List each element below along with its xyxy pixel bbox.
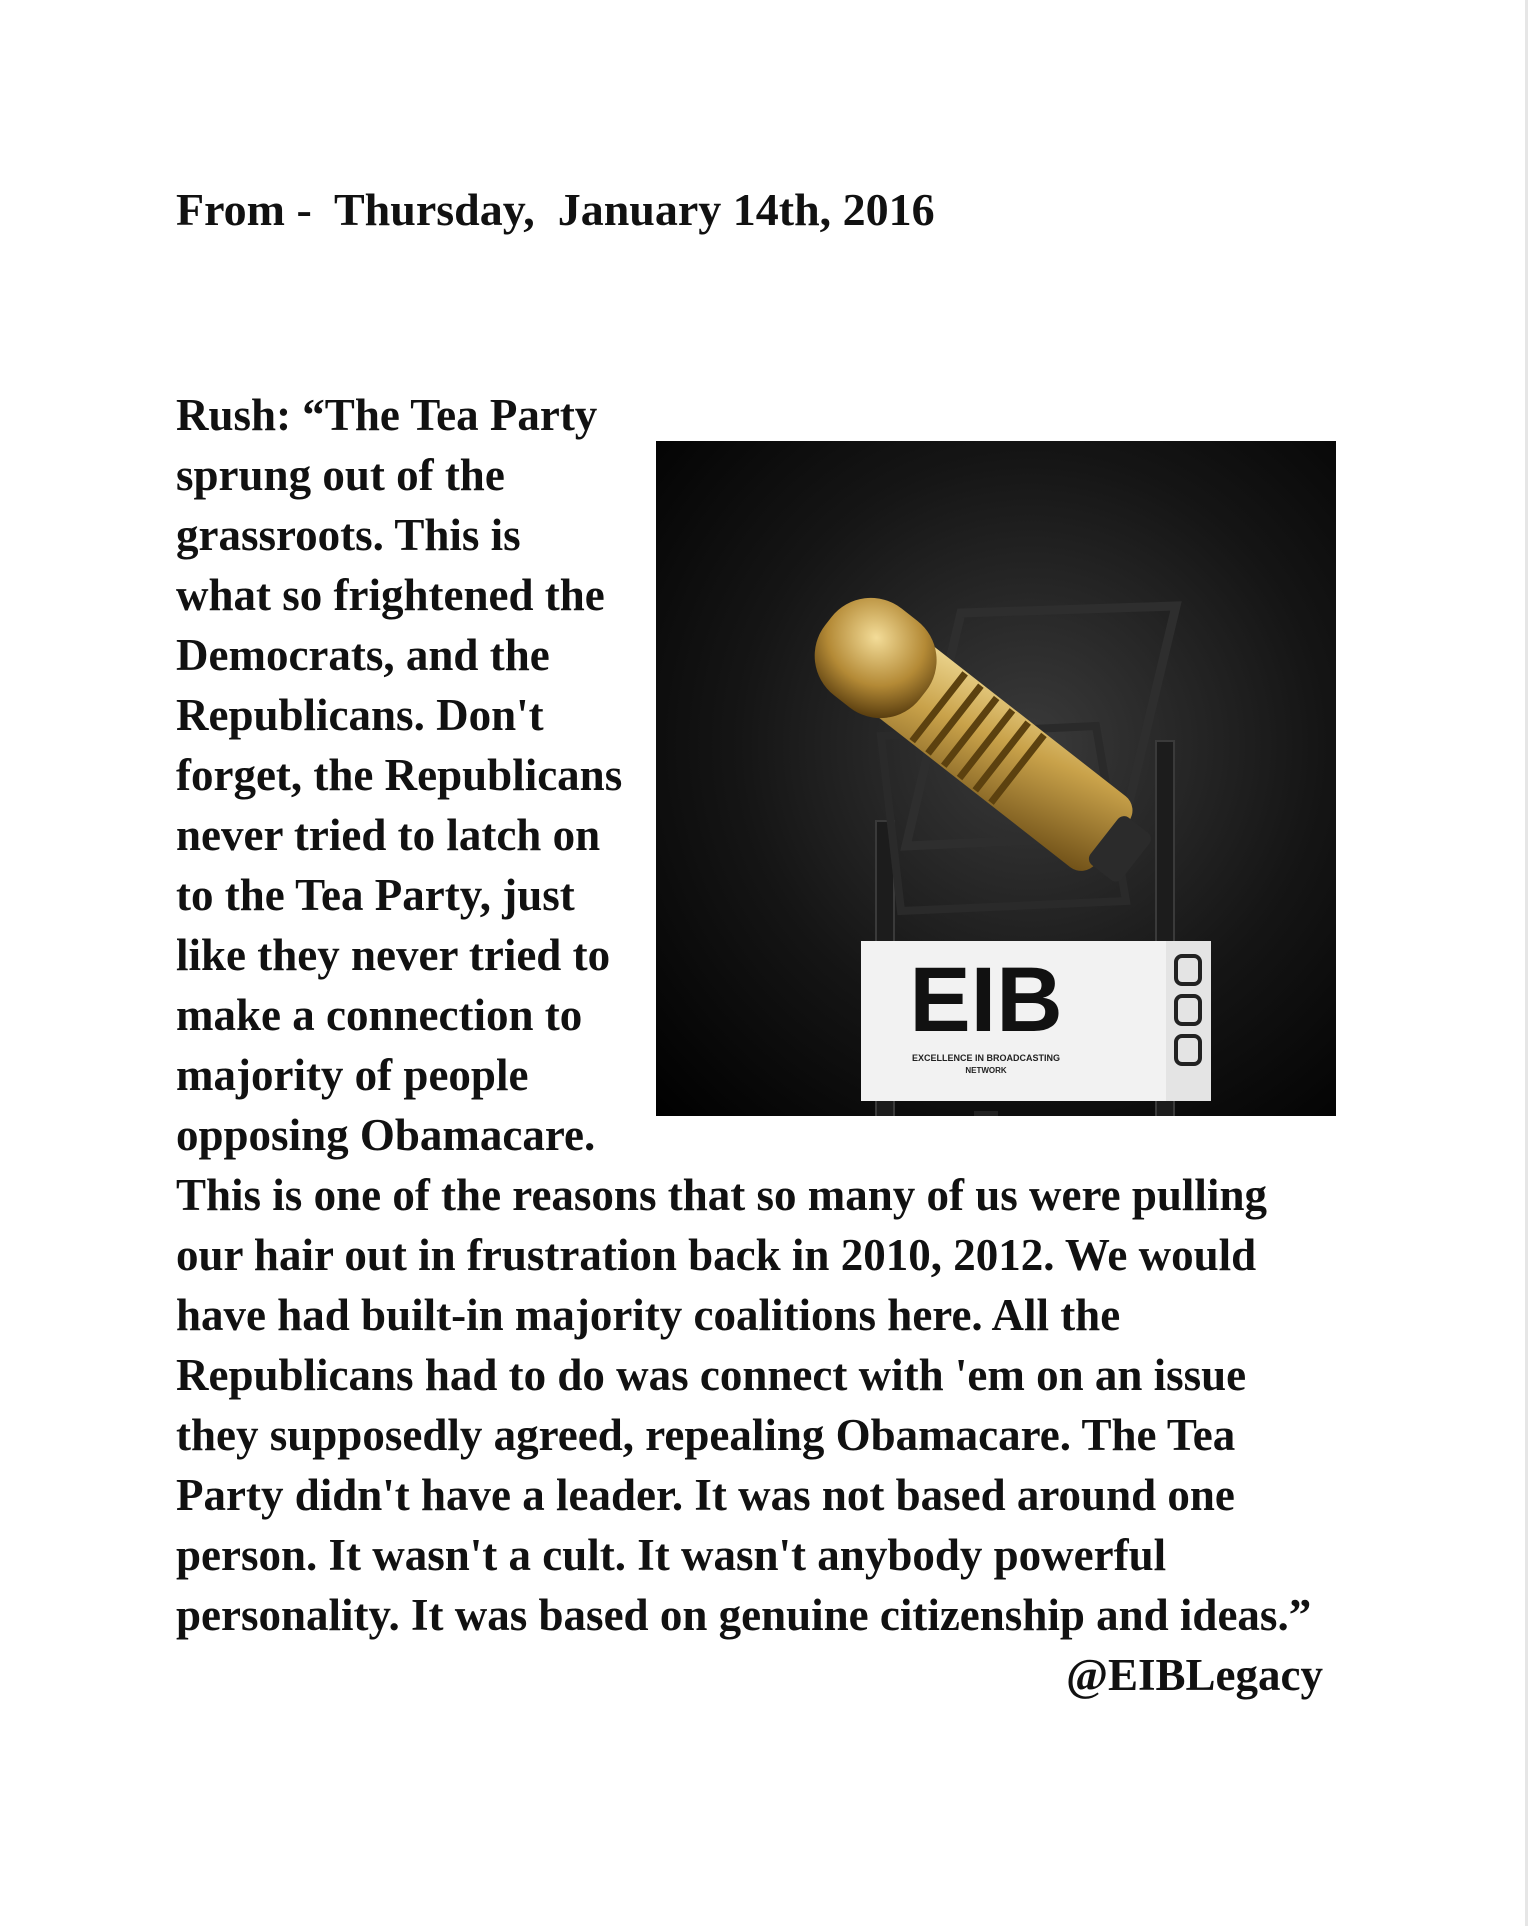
eib-logo: EIB [909, 949, 1063, 1051]
gold-microphone-icon [656, 501, 1336, 1116]
twitter-handle: @EIBLegacy [1066, 1650, 1323, 1700]
eib-caption-line1: EXCELLENCE IN BROADCASTING [911, 1053, 1061, 1063]
date-line: From - Thursday, January 14th, 2016 [176, 184, 935, 235]
quote-block [176, 325, 1336, 1645]
eib-caption-line2: NETWORK [965, 1066, 1007, 1075]
eib-microphone-photo [656, 441, 1336, 1116]
quote-text: Rush: “The Tea Party sprung out of the grassroots. This is what so frightened the Democrats, and the Republicans. Don't forget, the Republicans never tried to latch on to the Tea Party, just like they never tried to make a connection to majority of people opposing Obamacare. This is one of the reasons that so many of us were pulling our hair out in frustration back in 2010, 2012. We would have had built-in majority coalitions here. All the Republicans had to do was connect with 'em on an issue they supposedly agreed, repealing Obamacare. The Tea Party didn't have a leader. It was not based around one person. It wasn't a cult. It wasn't anybody powerful personality. It was based on genuine citizenship and ideas.” [176, 390, 1312, 1640]
